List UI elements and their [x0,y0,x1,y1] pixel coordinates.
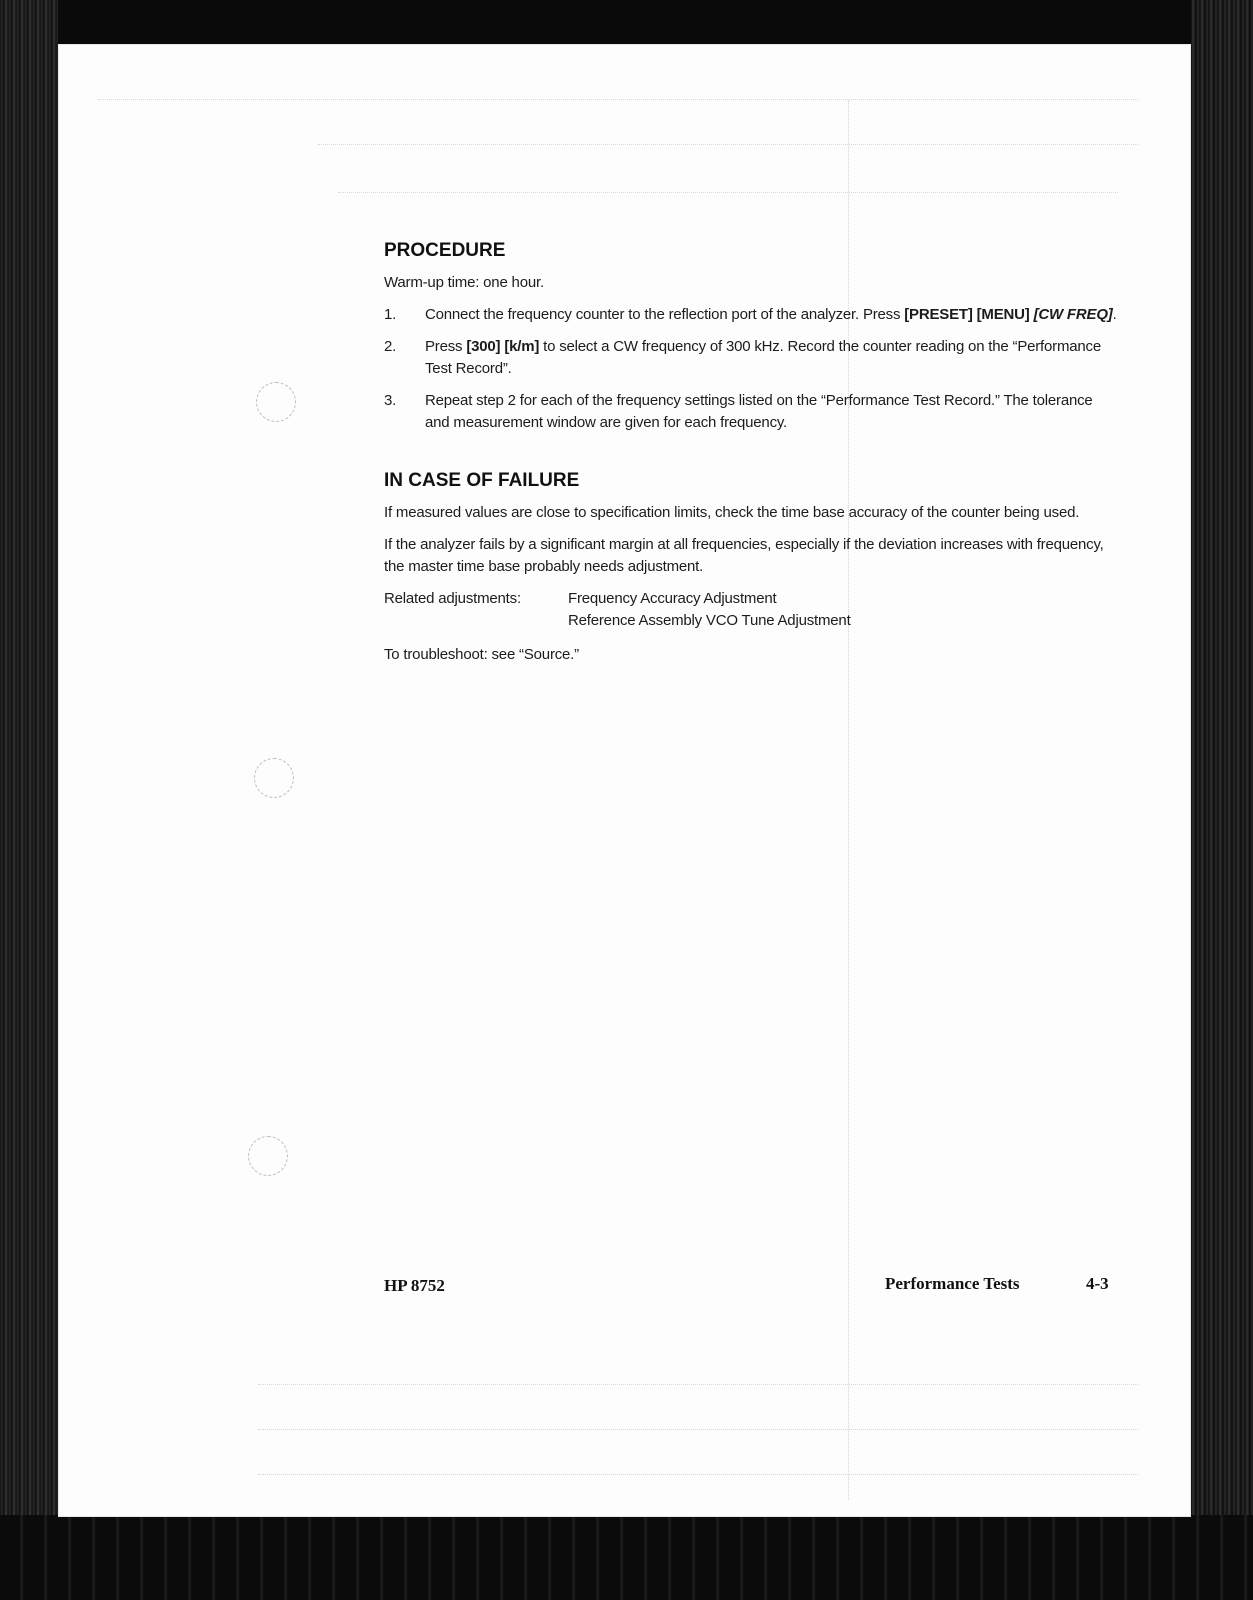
scan-border-right [1191,0,1253,1600]
related-item: Reference Assembly VCO Tune Adjustment [568,612,851,629]
procedure-step [384,304,1119,326]
step-number: 2. [384,338,397,355]
footer-section: Performance Tests [885,1274,1020,1293]
step-text: Press [425,338,467,355]
step-text-rest: to select a CW frequency of 300 kHz. Record the counter reading on the “Performance Test Record”. [425,338,1101,377]
scan-border-top [0,0,1253,48]
procedure-step [384,390,1119,434]
key-preset: [PRESET] [904,306,973,323]
step-text: Connect the frequency counter to the reflection port of the analyzer. Press [425,306,905,323]
scan-noise [98,99,1138,106]
scan-noise [258,1384,1138,1391]
warmup-text: Warm-up time: one hour. [384,274,544,291]
procedure-step [384,336,1119,380]
punch-hole-mark [256,382,296,422]
scan-noise [258,1429,1138,1436]
key-300: [300] [466,338,501,355]
troubleshoot-text: To troubleshoot: see “Source.” [384,646,579,663]
failure-paragraph: If measured values are close to specification limits, check the time base accuracy of the counter being used. [384,504,1080,521]
main-content [384,240,1119,676]
scan-noise [338,192,1118,199]
step-text-end: . [1112,306,1117,323]
related-item: Frequency Accuracy Adjustment [568,590,777,607]
related-adjustments [384,588,1119,632]
failure-heading: IN CASE OF FAILURE [384,470,580,491]
related-list [568,588,851,632]
scan-border-bottom [0,1515,1253,1600]
scan-border-left [0,0,58,1600]
key-k-m: [k/m] [504,338,540,355]
related-label: Related adjustments: [384,590,521,607]
failure-paragraph: If the analyzer fails by a significant margin at all frequencies, especially if the deviation increases with frequency, the master time base probably needs adjustment. [384,536,1104,575]
key-menu: [MENU] [976,306,1030,323]
step-number: 3. [384,392,397,409]
key-cw-freq: [CW FREQ] [1033,306,1113,323]
punch-hole-mark [248,1136,288,1176]
step-text: Repeat step 2 for each of the frequency settings listed on the “Performance Test Record.” The tolerance and measurement window are given for each frequency. [425,392,1093,431]
step-number: 1. [384,306,397,323]
punch-hole-mark [254,758,294,798]
scan-noise [258,1474,1138,1481]
procedure-steps [384,304,1119,434]
footer-page-number: 4-3 [1086,1274,1109,1293]
scan-noise [318,144,1138,151]
procedure-heading: PROCEDURE [384,240,506,261]
footer-model: HP 8752 [384,1276,445,1295]
